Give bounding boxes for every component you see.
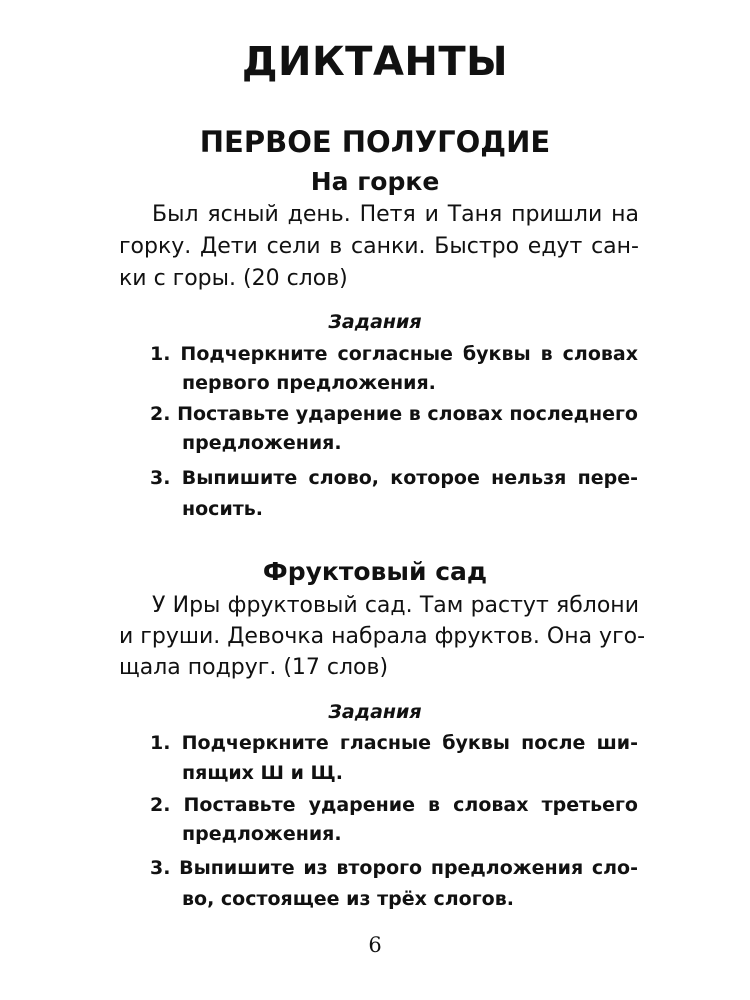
dictation-title: На горке [310,167,440,196]
dictation-text-line: и груши. Девочка набрала фруктов. Она уго- [119,624,646,649]
task-item-continuation: во, состоящее из трёх слогов. [182,888,514,910]
dictation-text-line: Был ясный день. Петя и Таня пришли на [152,202,639,227]
section-title: ПЕРВОЕ ПОЛУГОДИЕ [199,125,551,159]
task-item-continuation: предложения. [182,432,342,454]
tasks-header: Задания [328,701,422,723]
task-item: 2. Поставьте ударение в словах последнего [150,403,638,425]
task-item-continuation: первого предложения. [182,372,436,394]
task-item: 3. Выпишите из второго предложения сло- [150,857,638,879]
dictation-text-line: ки с горы. (20 слов) [119,266,348,291]
page-number: 6 [368,933,382,957]
dictation-text-line: щала подруг. (17 слов) [119,655,389,680]
task-item: 1. Подчеркните согласные буквы в словах [150,343,638,365]
task-item: 2. Поставьте ударение в словах третьего [150,794,638,816]
task-item: 3. Выпишите слово, которое нельзя пере- [150,467,638,489]
tasks-header: Задания [328,311,422,333]
task-item-continuation: носить. [182,498,264,520]
page-title: ДИКТАНТЫ [241,39,509,85]
task-item-continuation: пящих Ш и Щ. [182,762,343,784]
task-item: 1. Подчеркните гласные буквы после ши- [150,732,638,754]
dictation-text-line: У Иры фруктовый сад. Там растут яблони [152,593,639,618]
dictation-text-line: горку. Дети сели в санки. Быстро едут сан- [119,234,639,259]
task-item-continuation: предложения. [182,823,342,845]
dictation-title: Фруктовый сад [262,557,488,586]
